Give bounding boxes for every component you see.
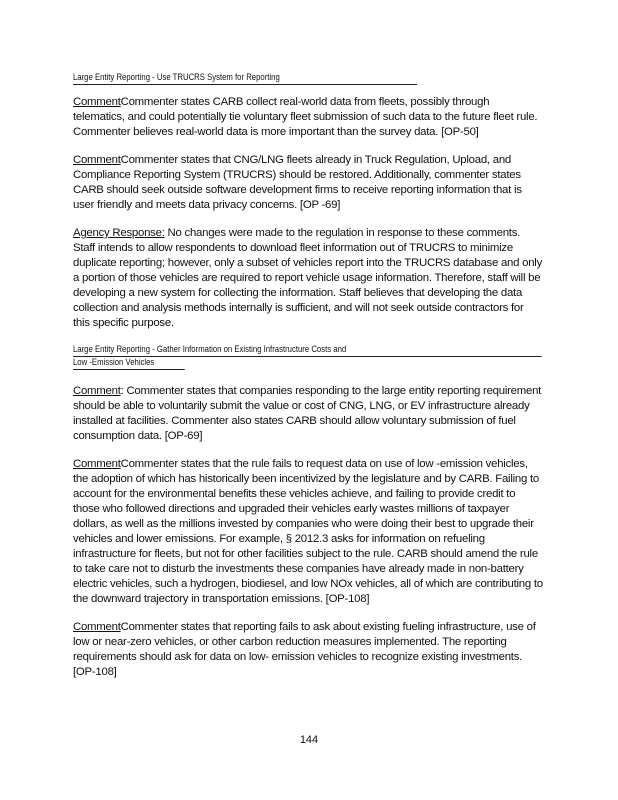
comment-label: Comment xyxy=(73,621,121,633)
comment-paragraph xyxy=(73,153,543,213)
agency-response-label: Agency Response: xyxy=(73,227,165,239)
comment-label: Comment xyxy=(73,385,121,397)
section-heading: Large Entity Reporting - Gather Information on Existing Infrastructure Costs and xyxy=(73,344,542,357)
comment-paragraph xyxy=(73,620,543,680)
comment-text: Commenter states CARB collect real-world data from fleets, possibly through telematics, and could potentially tie voluntary fleet submission of such data to the future fleet rule. Commenter believes real-world data is more important than the survey data. [OP-50] xyxy=(73,96,538,138)
page-number: 144 xyxy=(299,734,319,746)
comment-label: Comment xyxy=(73,96,121,108)
comment-label: Comment xyxy=(73,154,121,166)
agency-response-paragraph xyxy=(73,226,543,331)
document-page xyxy=(73,72,543,693)
comment-label: Comment xyxy=(73,458,121,470)
agency-response-text: No changes were made to the regulation in response to these comments. Staff intends to allow respondents to download fleet information out of TRUCRS to minimize duplicate reporting; however, only a subset of vehicles report into the TRUCRS database and only a portion of those vehicles are required to report vehicle usage information. Therefore, staff will be developing a new system for collecting the information. Staff believes that developing the data collection and analysis methods internally is sufficient, and will not seek outside contractors for this specific purpose. xyxy=(73,227,543,329)
section-heading: Large Entity Reporting - Use TRUCRS System for Reporting xyxy=(73,72,417,85)
comment-paragraph xyxy=(73,384,543,444)
comment-paragraph xyxy=(73,457,543,607)
comment-text: Commenter states that reporting fails to ask about existing fueling infrastructure, use of low or near-zero vehicles, or other carbon reduction measures implemented. The reporting requirements should ask for data on low- emission vehicles to recognize existing investments. [OP-108] xyxy=(73,621,536,678)
comment-text: Commenter states that the rule fails to request data on use of low -emission vehicles, the adoption of which has historically been incentivized by the legislature and by CARB. Failing to account for the environmental benefits these vehicles achieve, and failing to provide credit to those who followed directions and upgraded their vehicles early wastes millions of taxpayer dollars, as well as the millions invested by companies who were doing their best to upgrade their vehicles and lower emissions. For example, § 2012.3 asks for information on refueling infrastructure for fleets, but not for other facilities subject to the rule. CARB should amend the rule to take care not to disturb the investments these companies have already made in non-battery electric vehicles, such a hydrogen, biodiesel, and low NOx vehicles, all of which are contributing to the downward trajectory in transportation emissions. [OP-108] xyxy=(73,458,543,605)
comment-text: : Commenter states that companies responding to the large entity reporting requirement should be able to voluntarily submit the value or cost of CNG, LNG, or EV infrastructure already installed at facilities. Commenter also states CARB should allow voluntary submission of fuel consumption data. [OP-69] xyxy=(73,385,542,442)
section-heading-continued: Low -Emission Vehicles xyxy=(73,357,185,370)
comment-text: Commenter states that CNG/LNG fleets already in Truck Regulation, Upload, and Compliance Reporting System (TRUCRS) should be restored. Additionally, commenter states CARB should seek outside software development firms to receive reporting information that is user friendly and meets data privacy concerns. [OP -69] xyxy=(73,154,522,211)
comment-paragraph xyxy=(73,95,543,140)
